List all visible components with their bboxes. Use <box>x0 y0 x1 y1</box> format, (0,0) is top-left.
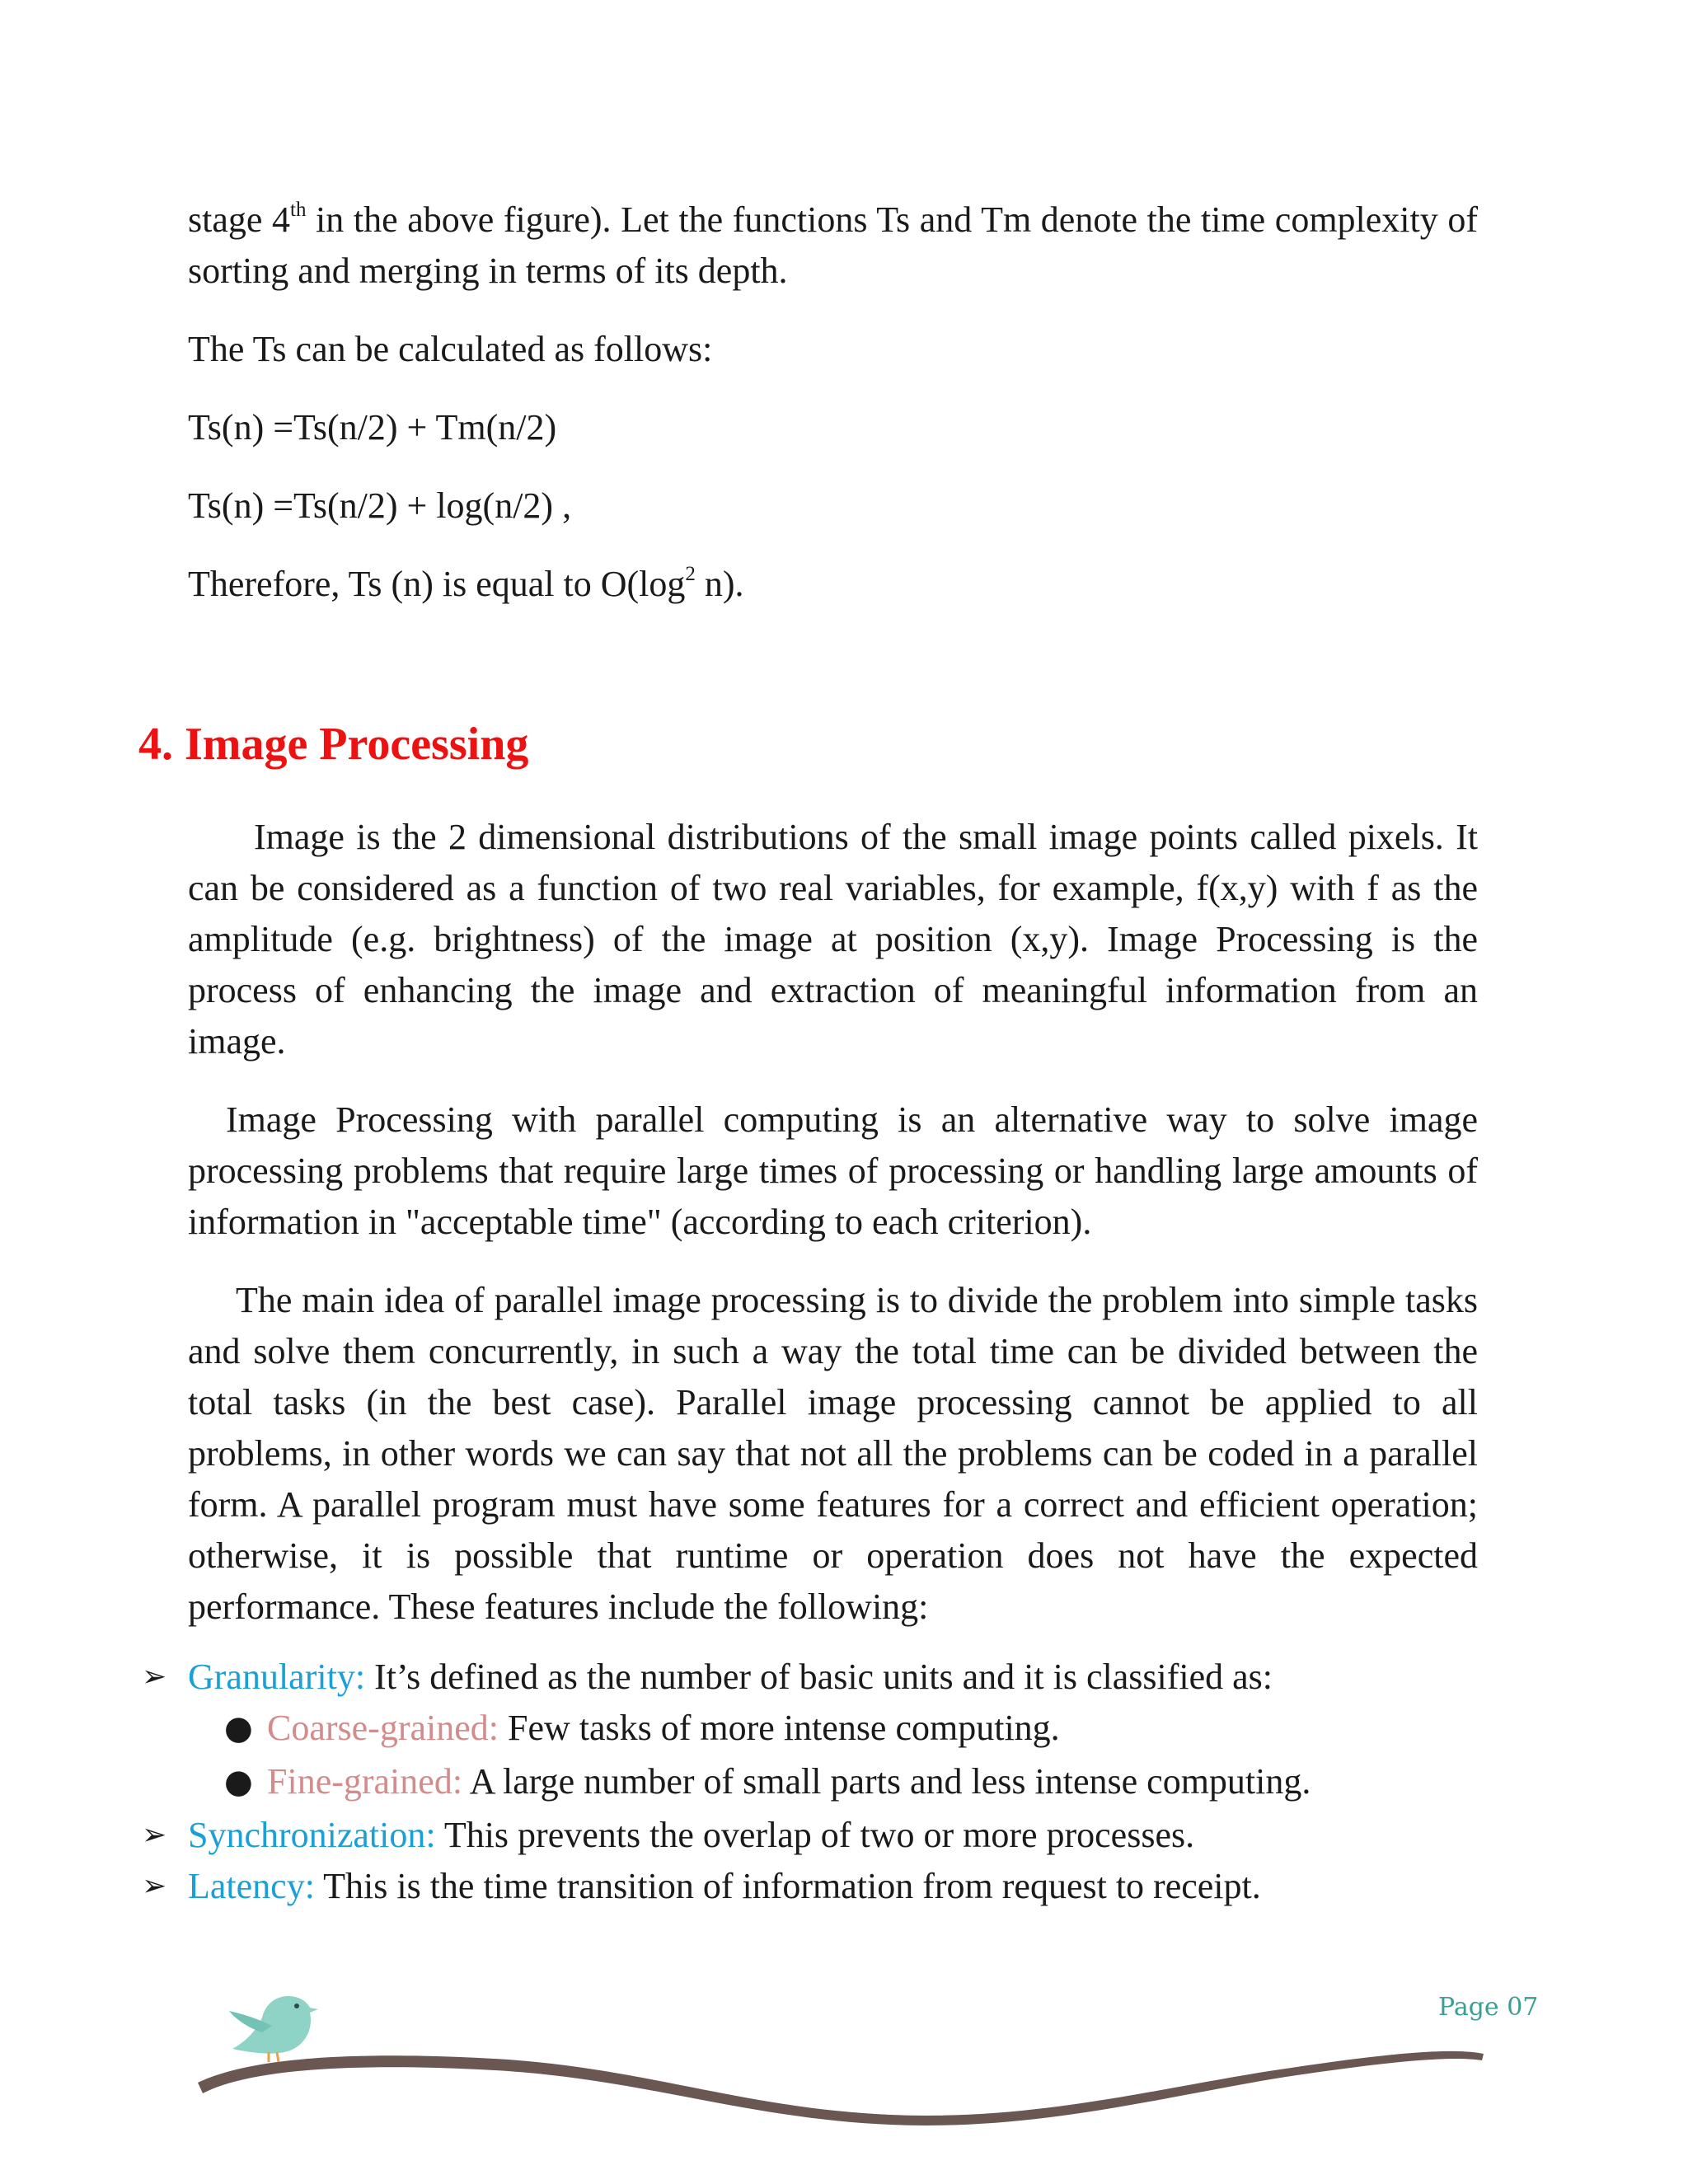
feature-list <box>138 1652 1490 1912</box>
arrow-bullet-icon: ➢ <box>142 1818 167 1852</box>
paragraph-image-definition: Image is the 2 dimensional distributions of the small image points called pixels. It can be considered as a function of two real variables, for example, f(x,y) with f as the amplitude (e.g. brightness) of the image at position (x,y). Image Processing is the process of enhancing the image and extraction of meaningful information from an image. <box>188 817 1478 1062</box>
paragraph-parallel-computing: Image Processing with parallel computing is an alternative way to solve image processing problems that require large times of processing or handling large amounts of information in "acceptable time" (according to each criterion). <box>188 1099 1478 1242</box>
term-latency: Latency: <box>188 1866 315 1906</box>
list-item-granularity: ➢ Granularity: It’s defined as the number of basic units and it is classified as: <box>138 1652 1490 1703</box>
section-heading: 4. Image Processing <box>138 719 529 770</box>
dot-bullet-icon: ● <box>224 1709 253 1747</box>
list-item-latency: ➢ Latency: This is the time transition of information from request to receipt. <box>138 1861 1490 1912</box>
paragraph-ts-intro: The Ts can be calculated as follows: <box>188 329 713 369</box>
section-body <box>188 812 1478 1633</box>
list-item-coarse-grained: ● Coarse-grained: Few tasks of more intense computing. <box>138 1703 1490 1756</box>
list-item-synchronization: ➢ Synchronization: This prevents the overlap of two or more processes. <box>138 1810 1490 1861</box>
continuation-text <box>188 194 1478 610</box>
arrow-bullet-icon: ➢ <box>142 1660 167 1694</box>
dot-bullet-icon: ● <box>224 1763 253 1801</box>
bird-icon <box>229 1996 318 2062</box>
term-synchronization: Synchronization: <box>188 1815 436 1855</box>
term-coarse-grained: Coarse-grained: <box>267 1708 499 1748</box>
term-granularity: Granularity: <box>188 1657 366 1697</box>
arrow-bullet-icon: ➢ <box>142 1869 167 1903</box>
footer-branch-bird-decoration <box>0 1961 1688 2143</box>
list-item-fine-grained: ● Fine-grained: A large number of small parts and less intense computing. <box>138 1756 1490 1810</box>
paragraph-main-idea: The main idea of parallel image processing is to divide the problem into simple tasks and solve them concurrently, in such a way the total time can be divided between the total tasks (in the best case). Parallel image processing cannot be applied to all problems, in other words we can say that not all the problems can be coded in a parallel form. A parallel program must have some features for a correct and efficient operation; otherwise, it is possible that runtime or operation does not have the expected performance. These features include the following: <box>188 1280 1478 1627</box>
paragraph-sorting-depth: stage 4th in the above figure). Let the functions Ts and Tm denote the time complexity of sorting and merging in terms of its depth. <box>188 199 1478 291</box>
equation-1: Ts(n) =Ts(n/2) + Tm(n/2) <box>188 407 557 448</box>
equation-3: Therefore, Ts (n) is equal to $O(\log^2$ n). <box>188 563 744 604</box>
branch-icon <box>198 2051 1484 2125</box>
term-fine-grained: Fine-grained: <box>267 1761 463 1802</box>
equation-2: Ts(n) =Ts(n/2) + log(n/2) , <box>188 485 572 526</box>
page-number: Page 07 <box>1438 1993 1539 2022</box>
